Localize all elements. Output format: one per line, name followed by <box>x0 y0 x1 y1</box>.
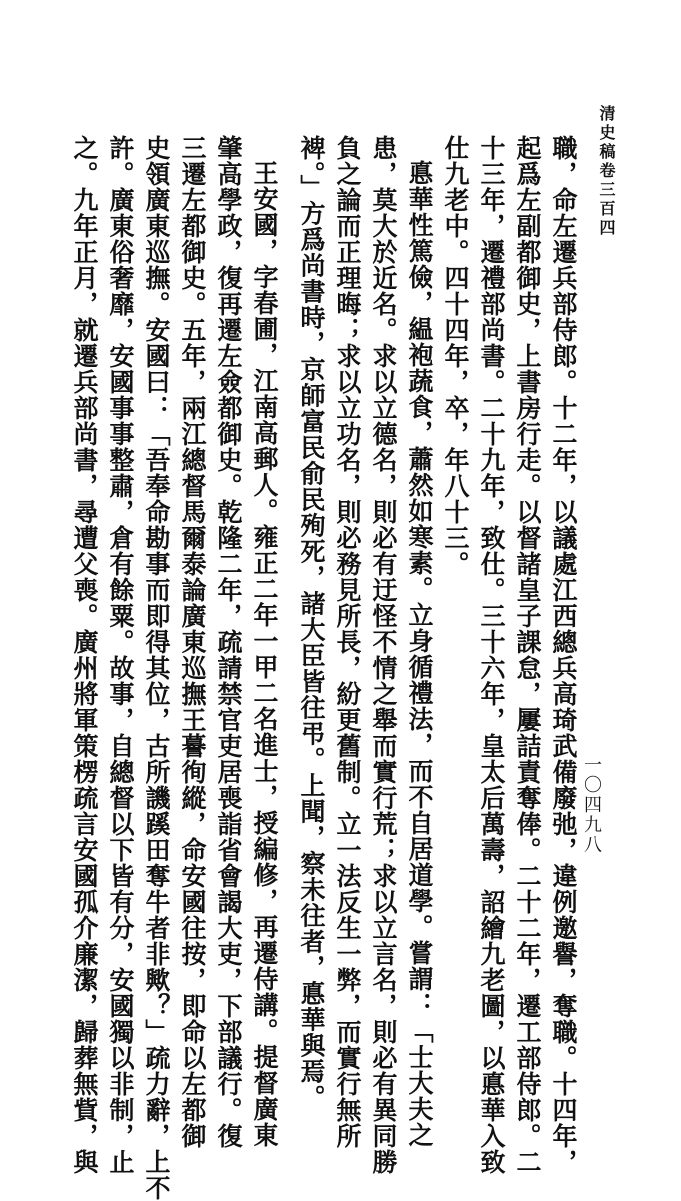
text-column: 職，命左遷兵部侍郎。十二年，以議處江西總兵高琦武備廢弛，違例邀譽，奪職。十四年， <box>549 135 578 1175</box>
text-column: 起爲左副都御史，上書房行走。以督諸皇子課怠，屢詰責奪俸。二十二年，遷工部侍郎。二 <box>513 135 542 1175</box>
text-column: 負之論而正理晦；求以立功名，則必務見所長，紛更舊制。立一法反生一弊，而實行無所 <box>333 135 362 1149</box>
text-column: 患，莫大於近名。求以立德名，則必有迂怪不情之舉而實行荒；求以立言名，則必有異同勝 <box>369 135 398 1175</box>
page-number: 一〇四九八 <box>581 755 602 855</box>
text-column: 肇高學政，復再遷左僉都御史。乾隆二年，疏請禁官吏居喪詣省會謁大吏，下部議行。復 <box>214 135 243 1149</box>
text-column: 仕九老中。四十四年，卒，年八十三。 <box>441 135 470 577</box>
text-column: 之。九年正月，就遷兵部尚書，尋遭父喪。廣州將軍策楞疏言安國孤介廉潔，歸葬無貲，與 <box>70 135 99 1175</box>
text-column: 王安國，字春圃，江南高郵人。雍正二年一甲二名進士，授編修，再遷侍講。提督廣東 <box>250 160 279 1148</box>
text-column: 裨。」方爲尚書時，京師富民俞民殉死，諸大臣皆往弔。上聞，察未往者，悳華與焉。 <box>297 135 326 1111</box>
text-column: 十三年，遷禮部尚書。二十九年，致仕。三十六年，皇太后萬壽，詔繪九老圖，以悳華入致 <box>477 135 506 1175</box>
text-column: 三遷左都御史。五年，兩江總督馬爾泰論廣東巡撫王謩徇縱，命安國往按，即命以左都御 <box>178 135 207 1149</box>
text-column: 史領廣東巡撫。安國曰：「吾奉命勘事而即得其位，古所譏蹊田奪牛者非歟？」疏力辭，上不 <box>142 135 171 1201</box>
running-header: 清史稿卷三百四 <box>597 105 616 238</box>
text-column: 悳華性篤儉，緼袍蔬食，蕭然如寒素。立身循禮法，而不自居道學。嘗謂：「士大夫之 <box>405 160 434 1148</box>
text-column: 許。廣東俗奢靡，安國事事整肅，倉有餘粟。故事，自總督以下皆有分，安國獨以非制，止 <box>106 135 135 1175</box>
